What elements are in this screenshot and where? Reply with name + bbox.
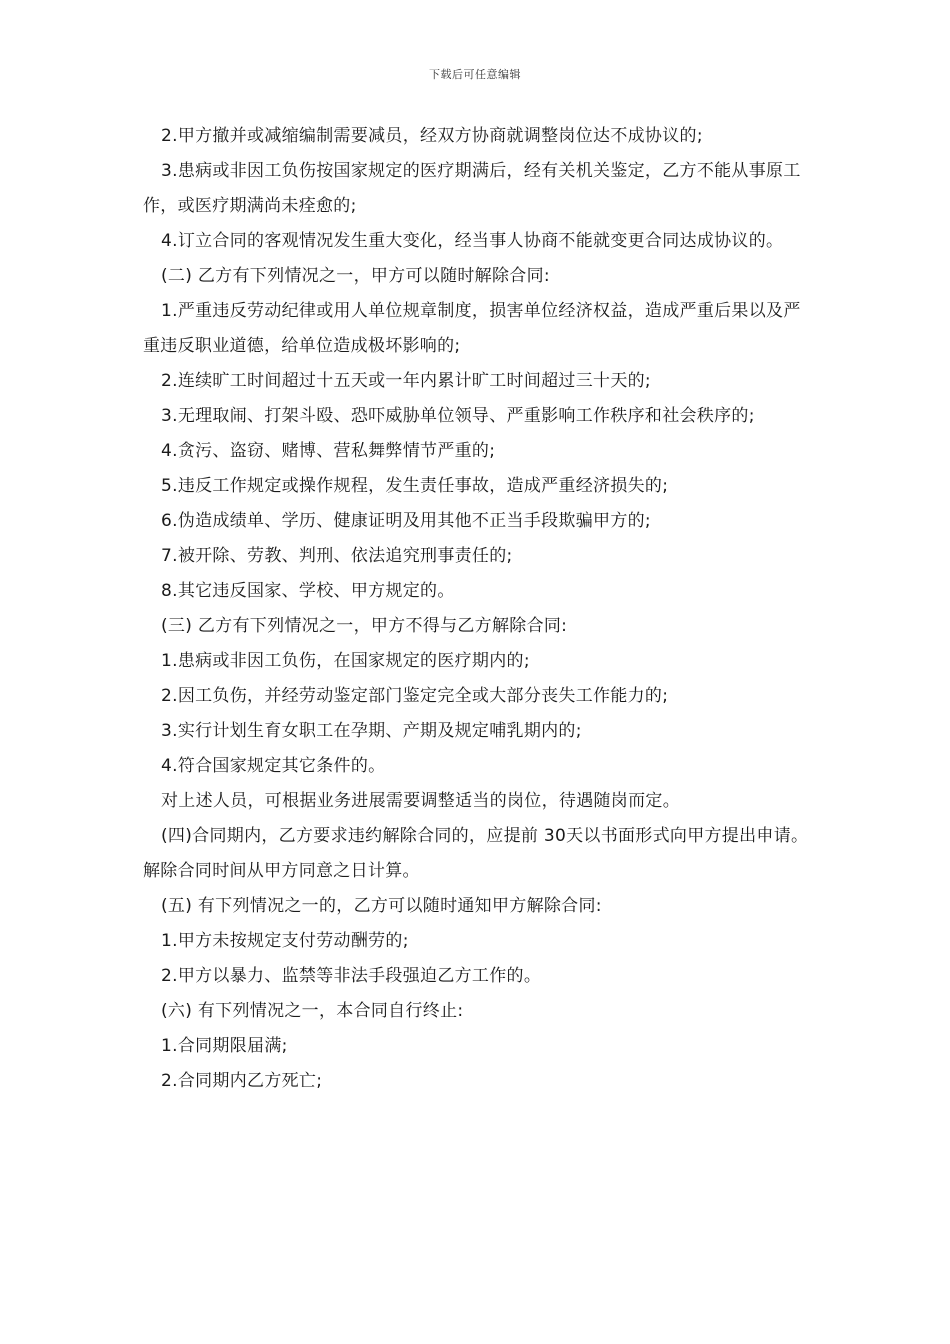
clause-paragraph: 2.合同期内乙方死亡; bbox=[161, 1071, 323, 1091]
clause-paragraph: 3.无理取闹、打架斗殴、恐吓威胁单位领导、严重影响工作秩序和社会秩序的; bbox=[161, 406, 755, 426]
clause-paragraph: 1.合同期限届满; bbox=[161, 1036, 288, 1056]
clause-paragraph: 1.甲方未按规定支付劳动酬劳的; bbox=[161, 931, 409, 951]
section-heading: (五) 有下列情况之一的，乙方可以随时通知甲方解除合同: bbox=[161, 896, 602, 916]
section-heading: (三) 乙方有下列情况之一，甲方不得与乙方解除合同: bbox=[161, 616, 568, 636]
clause-paragraph: 5.违反工作规定或操作规程，发生责任事故，造成严重经济损失的; bbox=[161, 476, 669, 496]
clause-paragraph: 4.贪污、盗窃、赌博、营私舞弊情节严重的; bbox=[161, 441, 496, 461]
section-heading: (二) 乙方有下列情况之一，甲方可以随时解除合同: bbox=[161, 266, 550, 286]
section-heading: (六) 有下列情况之一，本合同自行终止: bbox=[161, 1001, 464, 1021]
clause-paragraph: 1.严重违反劳动纪律或用人单位规章制度，损害单位经济权益，造成严重后果以及严重违反职业道德，给单位造成极坏影响的; bbox=[143, 301, 801, 356]
clause-paragraph: 1.患病或非因工负伤，在国家规定的医疗期内的; bbox=[161, 651, 530, 671]
clause-paragraph: 2.因工负伤，并经劳动鉴定部门鉴定完全或大部分丧失工作能力的; bbox=[161, 686, 669, 706]
clause-paragraph: 2.甲方以暴力、监禁等非法手段强迫乙方工作的。 bbox=[161, 966, 542, 986]
clause-paragraph: 2.连续旷工时间超过十五天或一年内累计旷工时间超过三十天的; bbox=[161, 371, 651, 391]
clause-paragraph: 7.被开除、劳教、判刑、依法追究刑事责任的; bbox=[161, 546, 513, 566]
clause-paragraph: 3.实行计划生育女职工在孕期、产期及规定哺乳期内的; bbox=[161, 721, 582, 741]
clause-paragraph: 2.甲方撤并或减缩编制需要减员，经双方协商就调整岗位达不成协议的; bbox=[161, 126, 703, 146]
clause-paragraph: 4.符合国家规定其它条件的。 bbox=[161, 756, 386, 776]
clause-paragraph: 4.订立合同的客观情况发生重大变化，经当事人协商不能就变更合同达成协议的。 bbox=[161, 231, 784, 251]
section-heading: (四)合同期内，乙方要求违约解除合同的，应提前 30天以书面形式向甲方提出申请。解除合同时间从甲方同意之日计算。 bbox=[143, 826, 809, 881]
document-body bbox=[143, 119, 810, 1099]
clause-paragraph: 3.患病或非因工负伤按国家规定的医疗期满后，经有关机关鉴定，乙方不能从事原工作，或医疗期满尚未痊愈的; bbox=[143, 161, 801, 216]
page-header: 下载后可任意编辑 bbox=[429, 68, 521, 81]
clause-paragraph: 6.伪造成绩单、学历、健康证明及用其他不正当手段欺骗甲方的; bbox=[161, 511, 651, 531]
clause-paragraph: 8.其它违反国家、学校、甲方规定的。 bbox=[161, 581, 455, 601]
clause-paragraph: 对上述人员，可根据业务进展需要调整适当的岗位，待遇随岗而定。 bbox=[161, 791, 680, 811]
